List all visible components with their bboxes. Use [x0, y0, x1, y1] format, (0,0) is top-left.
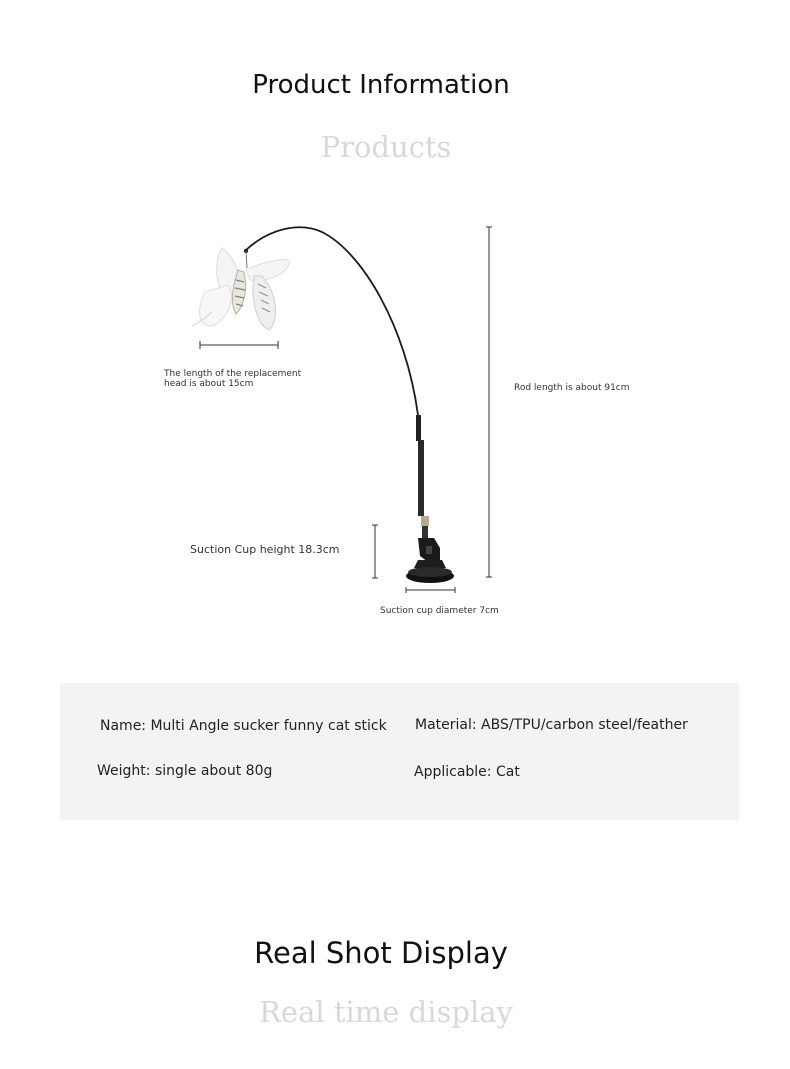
spec-weight: Weight: single about 80g [97, 763, 273, 779]
spec-material: Material: ABS/TPU/carbon steel/feather [415, 717, 688, 733]
telescopic-shaft [416, 415, 429, 538]
section-title-real-shot: Real Shot Display [254, 936, 508, 970]
dimension-line-replacement-head [200, 341, 278, 349]
spec-name: Name: Multi Angle sucker funny cat stick [100, 718, 387, 734]
dimension-line-suction-height [372, 525, 378, 578]
feather-toy-image [192, 248, 290, 330]
spec-applicable: Applicable: Cat [414, 764, 520, 780]
dimension-line-rod-length [486, 227, 492, 577]
dimension-line-suction-diameter [406, 587, 455, 593]
suction-cup-base [406, 538, 454, 583]
replacement-head-label: The length of the replacement head is about 15cm [164, 369, 302, 389]
section-subtitle-real-time: Real time display [259, 995, 513, 1029]
page-subtitle: Products [320, 130, 452, 164]
page-title: Product Information [252, 70, 510, 100]
spec-panel [60, 683, 739, 820]
rod-length-label: Rod length is about 91cm [514, 383, 630, 393]
suction-height-label: Suction Cup height 18.3cm [190, 543, 340, 556]
suction-diameter-label: Suction cup diameter 7cm [380, 606, 499, 616]
